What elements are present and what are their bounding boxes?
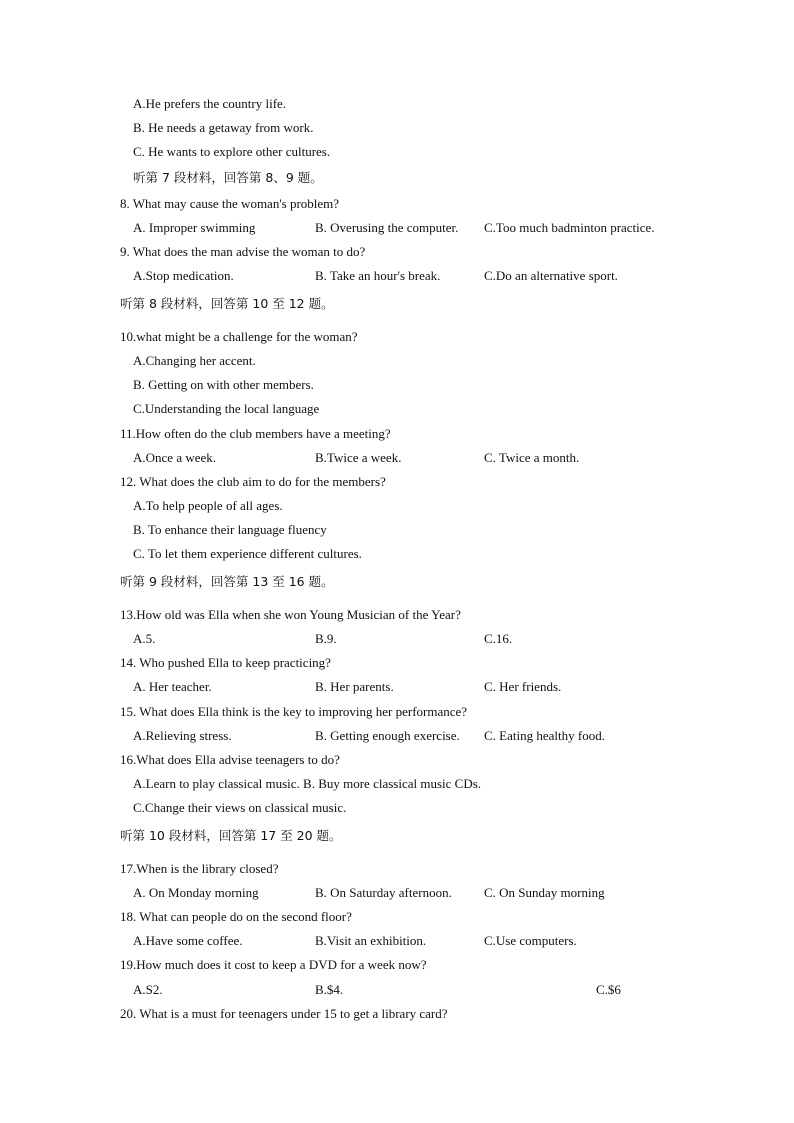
option-c: C. Her friends. [484,679,562,694]
option-a: A.Changing her accent. [133,353,256,368]
question-stem: 15. What does Ella think is the key to improving her performance? [120,704,468,719]
option-c: C.Use computers. [484,933,577,948]
option-b: B.9. [315,631,337,646]
option-c: C.Change their views on classical music. [133,800,347,815]
option-b: B. Getting enough exercise. [315,728,460,743]
question-stem: 19.How much does it cost to keep a DVD for a week now? [120,957,427,972]
option-b: B. On Saturday afternoon. [315,885,452,900]
section-header: 听第 8 段材料，回答第 10 至 12 题。 [120,296,334,311]
option-c: C.Do an alternative sport. [484,268,618,283]
option-b: B.Visit an exhibition. [315,933,427,948]
option-a: A.To help people of all ages. [133,498,283,513]
question-stem: 10.what might be a challenge for the woman? [120,329,358,344]
question-stem: 20. What is a must for teenagers under 15 to get a library card? [120,1006,448,1021]
option-b: B. Getting on with other members. [133,377,314,392]
question-stem: 18. What can people do on the second floor? [120,909,352,924]
section-header: 听第 9 段材料，回答第 13 至 16 题。 [120,574,334,589]
option-b: B. Overusing the computer. [315,220,459,235]
option-c: C.Too much badminton practice. [484,220,655,235]
option-b: B. Her parents. [315,679,394,694]
section-header: 听第 7 段材料，回答第 8、9 题。 [133,170,323,185]
question-stem: 12. What does the club aim to do for the members? [120,474,386,489]
option-c: C. Twice a month. [484,450,580,465]
option-a: A.Relieving stress. [133,728,232,743]
option-b: B. Take an hour's break. [315,268,441,283]
option-a: A.5. [133,631,156,646]
question-stem: 16.What does Ella advise teenagers to do? [120,752,340,767]
option-a: A. Her teacher. [133,679,212,694]
option-a: A.He prefers the country life. [133,96,287,111]
option-a: A.Stop medication. [133,268,234,283]
option-c: C. On Sunday morning [484,885,605,900]
option-c: C. Eating healthy food. [484,728,605,743]
option-b: B.$4. [315,982,344,997]
option-c: C. He wants to explore other cultures. [133,144,331,159]
option-a: A. Improper swimming [133,220,256,235]
option-a: A.Once a week. [133,450,217,465]
option-a: A.Have some coffee. [133,933,243,948]
option-c: C.Understanding the local language [133,401,320,416]
option-b: B. To enhance their language fluency [133,522,327,537]
section-header: 听第 10 段材料，回答第 17 至 20 题。 [120,828,342,843]
question-stem: 11.How often do the club members have a meeting? [120,426,391,441]
question-stem: 8. What may cause the woman's problem? [120,196,340,211]
question-stem: 13.How old was Ella when she won Young Musician of the Year? [120,607,461,622]
option-c: C.16. [484,631,513,646]
option-a-b: A.Learn to play classical music. B. Buy more classical music CDs. [133,776,482,791]
question-stem: 14. Who pushed Ella to keep practicing? [120,655,331,670]
option-c: C.$6 [596,982,621,997]
option-b: B.Twice a week. [315,450,402,465]
option-b: B. He needs a getaway from work. [133,120,314,135]
option-a: A. On Monday morning [133,885,259,900]
question-stem: 17.When is the library closed? [120,861,279,876]
question-stem: 9. What does the man advise the woman to do? [120,244,366,259]
option-a: A.S2. [133,982,163,997]
option-c: C. To let them experience different cultures. [133,546,362,561]
